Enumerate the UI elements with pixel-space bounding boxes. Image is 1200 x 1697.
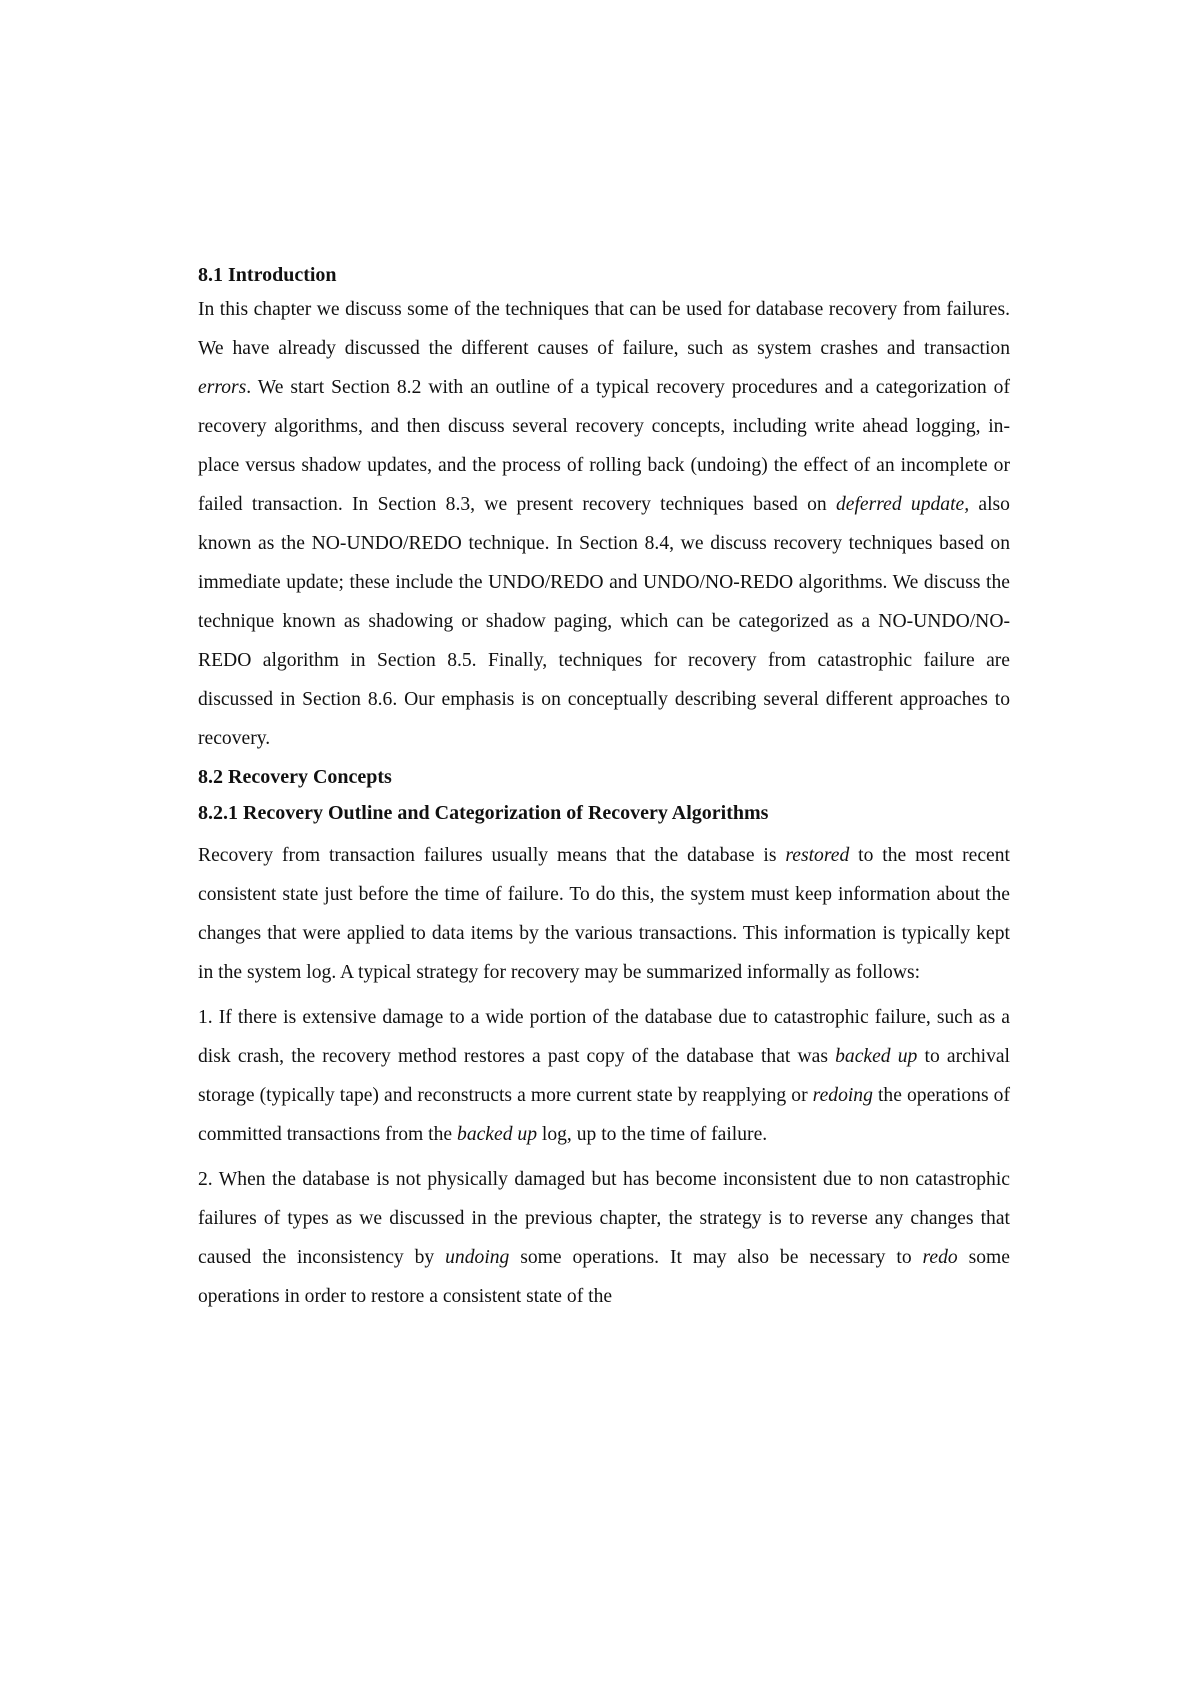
text-run: some operations. It may also be necessary to	[509, 1247, 923, 1268]
text-run: 1. If there is extensive damage to a wide portion of the database due to catastrophic failure, such as a disk crash, the recovery method restores a past copy of the database that was	[198, 1007, 1010, 1067]
text-run: to archival storage (typically tape) and reconstructs a more current state by reapplying or	[198, 1046, 1011, 1106]
introduction-paragraph	[198, 290, 1010, 758]
section-heading-recovery-concepts: 8.2 Recovery Concepts	[198, 766, 392, 788]
section-heading-introduction: 8.1 Introduction	[198, 264, 337, 286]
text-run: 2. When the database is not physically damaged but has become inconsistent due to non catastrophic failures of types as we discussed in the previous chapter, the strategy is to reverse any changes that caused the inconsistency by	[198, 1169, 1010, 1268]
emphasis-errors: errors	[198, 377, 247, 398]
text-run: the operations of committed transactions from the	[198, 1085, 1010, 1145]
emphasis-deferred-update: deferred update,	[835, 494, 970, 515]
emphasis-backed-up: backed up	[457, 1124, 537, 1145]
text-run: In this chapter we discuss some of the techniques that can be used for database recovery from failures. We have already discussed the different causes of failure, such as system crashes and transaction	[198, 299, 1010, 359]
list-item-2	[198, 1160, 1010, 1316]
text-run: log, up to the time of failure.	[537, 1124, 768, 1145]
emphasis-redo: redo	[922, 1247, 958, 1268]
text-run: some operations in order to restore a consistent state of the	[198, 1247, 1010, 1307]
recovery-outline-paragraph	[198, 836, 1010, 992]
emphasis-restored: restored	[785, 845, 850, 866]
emphasis-backed-up: backed up	[835, 1046, 918, 1067]
subsection-heading-recovery-outline: 8.2.1 Recovery Outline and Categorization of Recovery Algorithms	[198, 802, 769, 824]
text-run: . We start Section 8.2 with an outline of a typical recovery procedures and a categorization of recovery algorithms, and then discuss several recovery concepts, including write ahead logging, in-place versus shadow updates, and the process of rolling back (undoing) the effect of an incomplete or failed transaction. In Section 8.3, we present recovery techniques based on	[198, 377, 1010, 515]
text-run: also known as the NO-UNDO/REDO technique. In Section 8.4, we discuss recovery techniques based on immediate update; these include the UNDO/REDO and UNDO/NO-REDO algorithms. We discuss the technique known as shadowing or shadow paging, which can be categorized as a NO-UNDO/NO-REDO algorithm in Section 8.5. Finally, techniques for recovery from catastrophic failure are discussed in Section 8.6. Our emphasis is on conceptually describing several different approaches to recovery.	[198, 494, 1010, 749]
document-page	[198, 262, 1010, 1322]
emphasis-redoing: redoing	[812, 1085, 873, 1106]
list-item-1	[198, 998, 1010, 1154]
emphasis-undoing: undoing	[445, 1247, 510, 1268]
text-run: Recovery from transaction failures usually means that the database is	[198, 845, 786, 866]
text-run: to the most recent consistent state just before the time of failure. To do this, the system must keep information about the changes that were applied to data items by the various transactions. This information is typically kept in the system log. A typical strategy for recovery may be summarized informally as follows:	[198, 845, 1010, 983]
